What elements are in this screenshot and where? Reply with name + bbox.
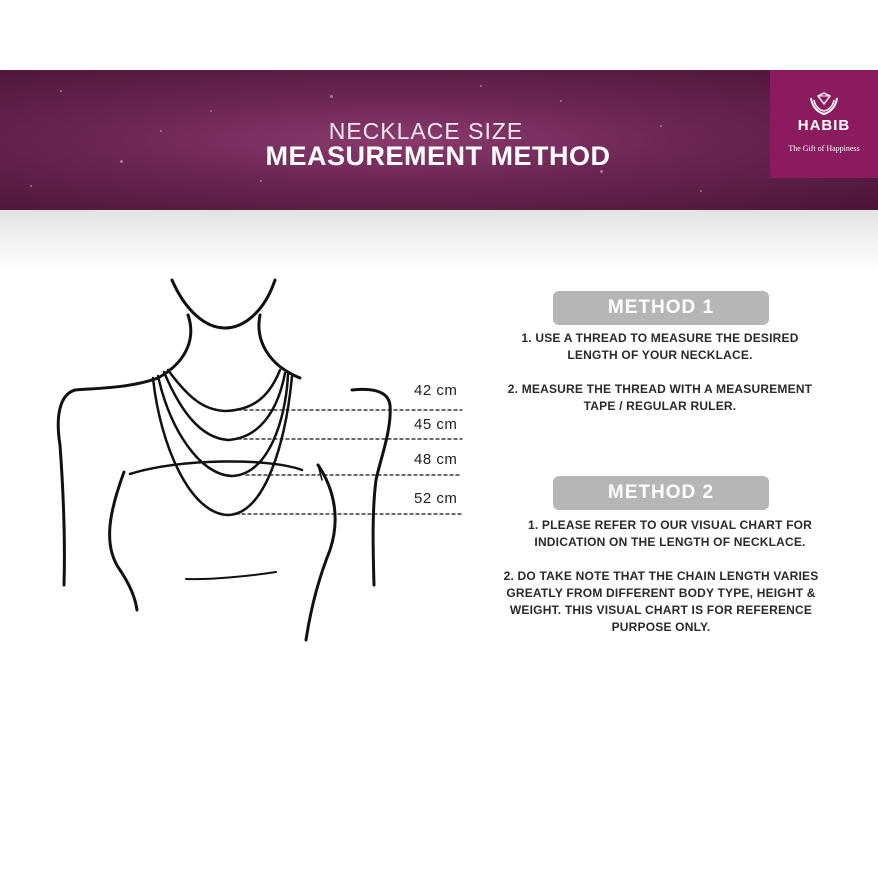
brand-tagline: The Gift of Happiness <box>788 144 860 153</box>
method-2-heading: METHOD 2 <box>553 476 769 510</box>
size-label-45: 45 cm <box>414 416 458 433</box>
method-2-step-2: 2. DO TAKE NOTE THAT THE CHAIN LENGTH VARIES GREATLY FROM DIFFERENT BODY TYPE, HEIGHT & WEIGHT. THIS VISUAL CHART IS FOR REFERENCE PURPOSE ONLY. <box>503 569 819 634</box>
title-line-1: NECKLACE SIZE <box>328 118 524 144</box>
hands-diamond-icon <box>808 92 840 118</box>
size-label-52: 52 cm <box>414 490 458 507</box>
brand-name: HABIB <box>797 117 851 134</box>
size-label-42: 42 cm <box>414 382 458 399</box>
method-2-step-1: 1. PLEASE REFER TO OUR VISUAL CHART FOR INDICATION ON THE LENGTH OF NECKLACE. <box>527 518 813 549</box>
brand-logo <box>770 70 878 178</box>
method-1-step-1: 1. USE A THREAD TO MEASURE THE DESIRED LENGTH OF YOUR NECKLACE. <box>521 331 799 362</box>
size-label-48: 48 cm <box>414 451 458 468</box>
banner-shadow <box>0 210 878 270</box>
method-1-heading: METHOD 1 <box>553 291 769 325</box>
method-1-step-2: 2. MEASURE THE THREAD WITH A MEASUREMENT TAPE / REGULAR RULER. <box>507 382 813 413</box>
title-line-2: MEASUREMENT METHOD <box>265 141 611 171</box>
